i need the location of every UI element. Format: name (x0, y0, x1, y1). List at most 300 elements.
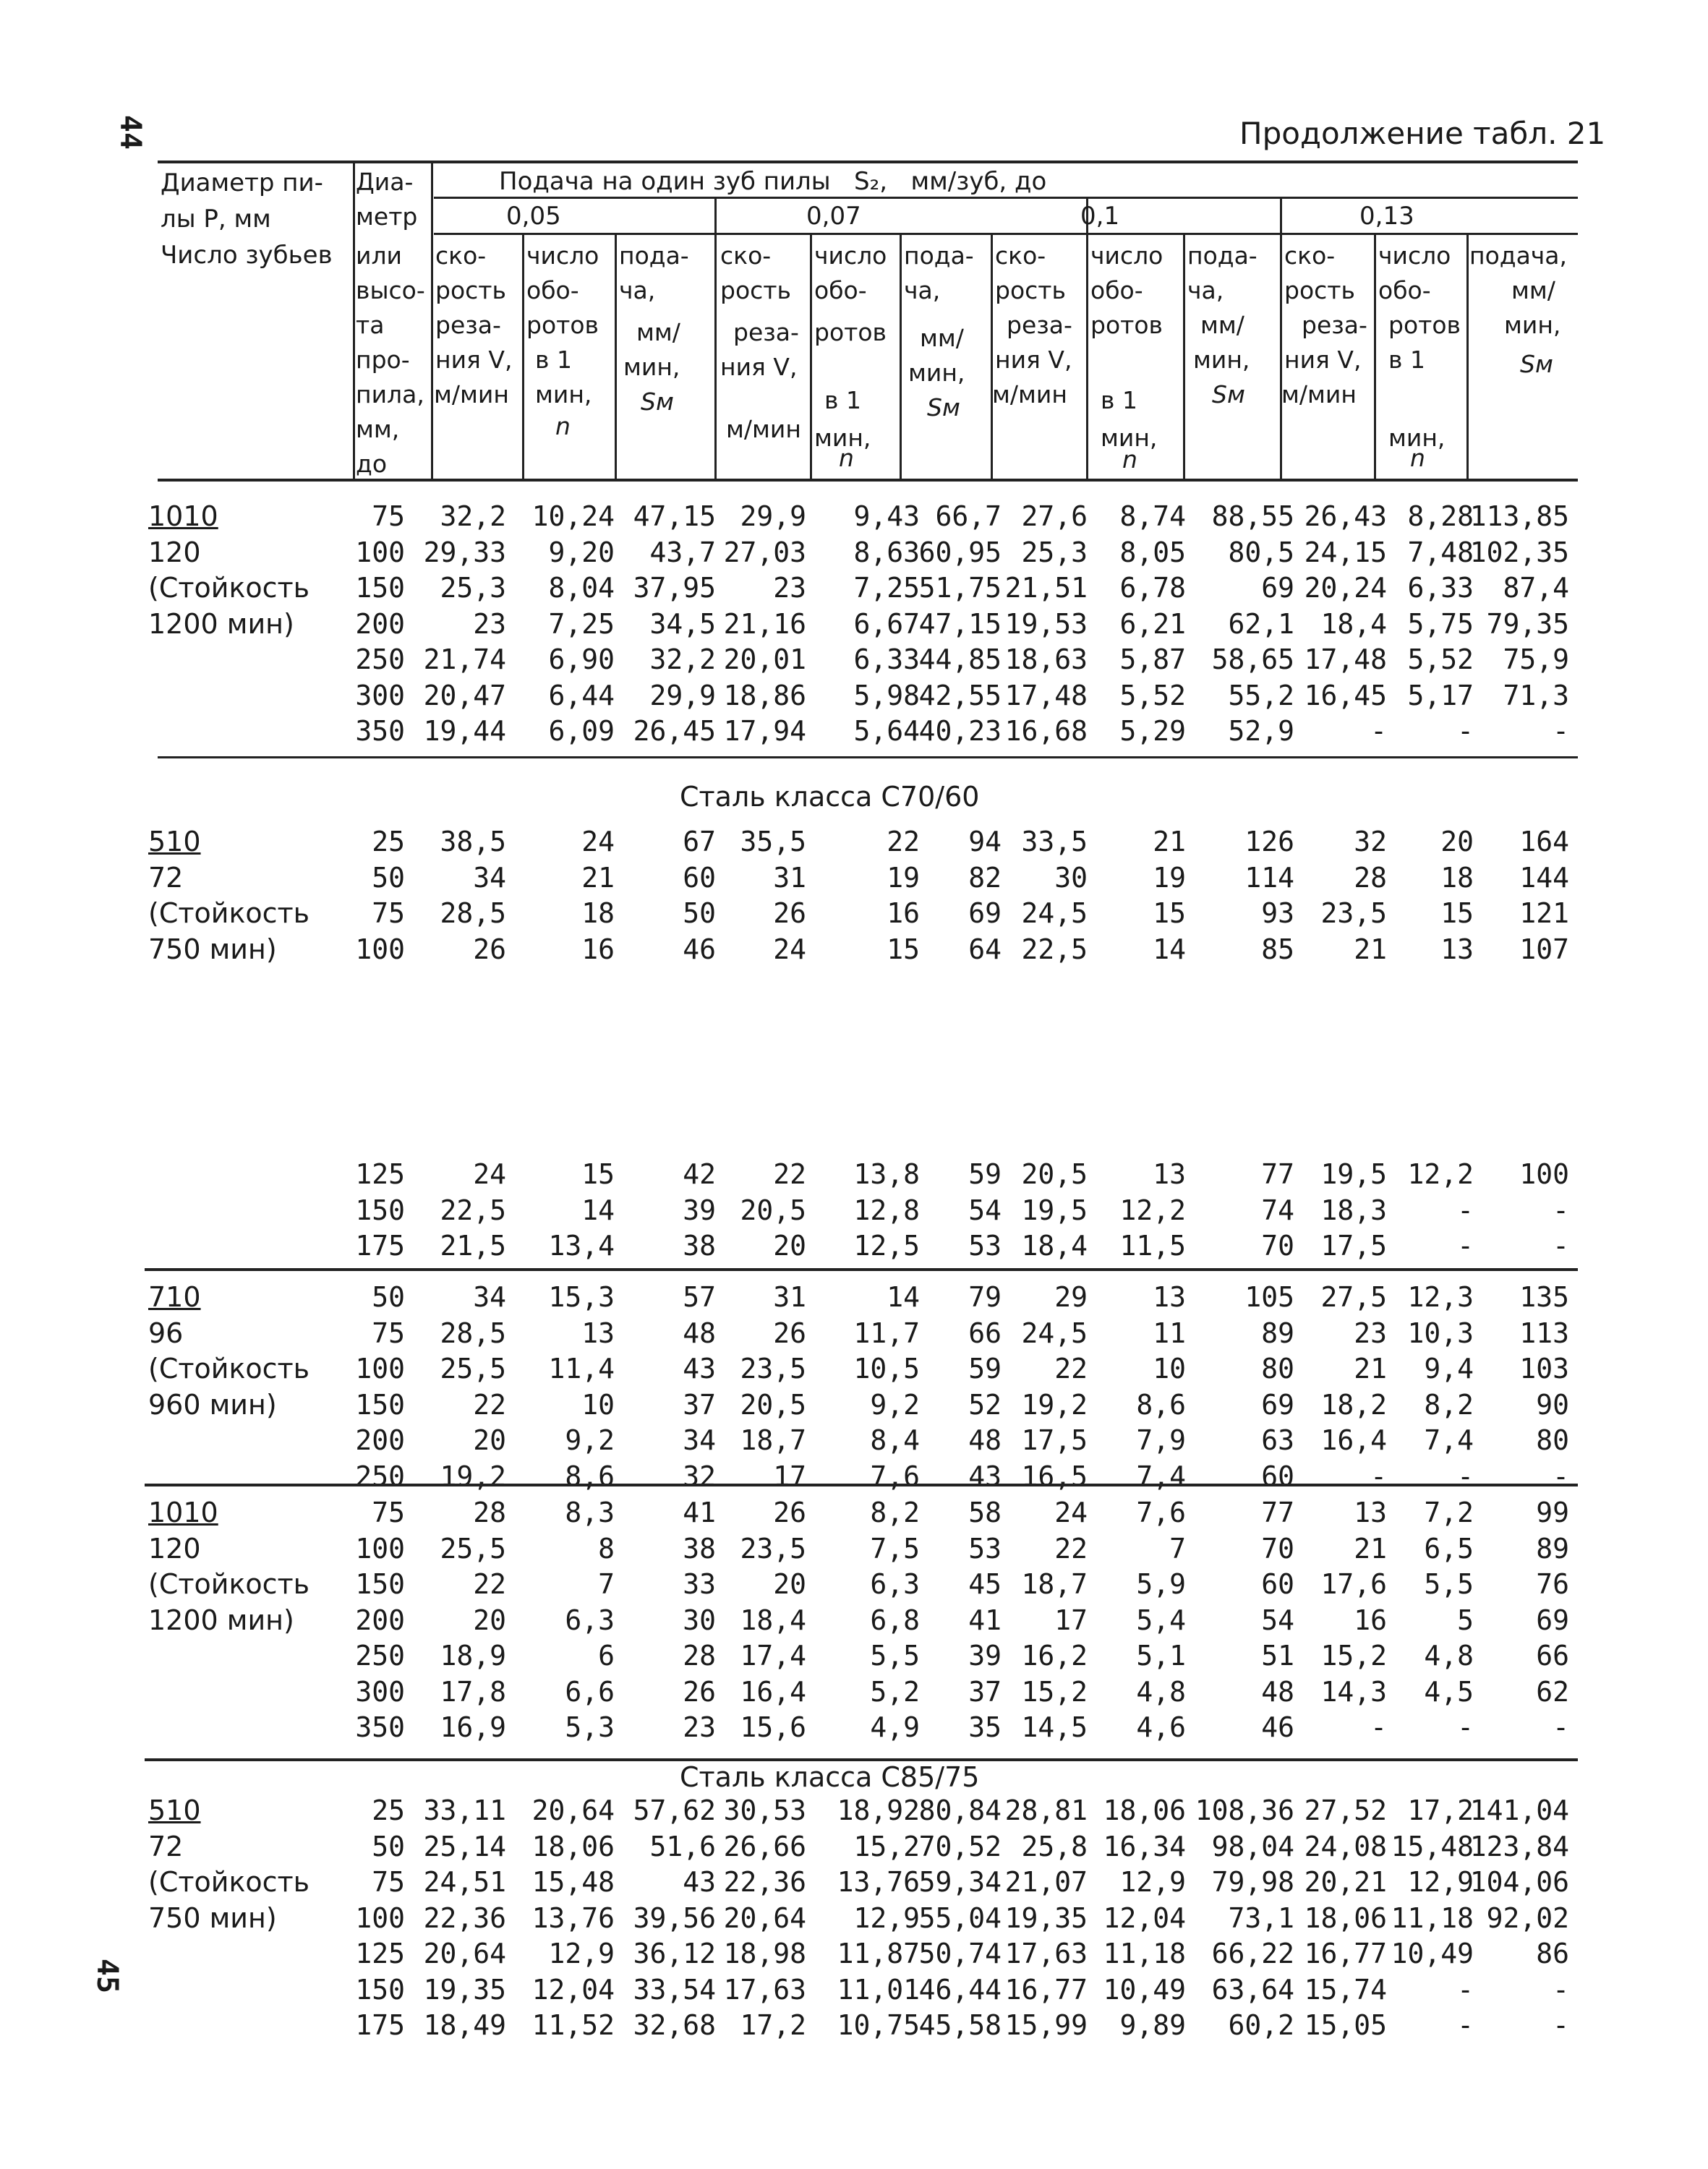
table-cell: 12,9 (1119, 1866, 1186, 1898)
table-cell: 8,3 (565, 1497, 615, 1528)
sub-rpm: число (814, 241, 887, 270)
table-cell: 12,3 (1407, 1281, 1474, 1313)
table-cell: 17,48 (1304, 643, 1387, 675)
sub-rpm: мин, (1101, 424, 1158, 452)
table-cell: 37,95 (633, 572, 716, 604)
table-cell: 126 (1244, 826, 1294, 857)
table-cell: 4,8 (1424, 1640, 1474, 1672)
table-cell: 20,5 (740, 1194, 806, 1226)
table-cell: 64 (968, 933, 1002, 965)
table-cell: 25,14 (423, 1830, 506, 1862)
sub-rpm: мин, (535, 380, 592, 408)
table-cell: - (1457, 1460, 1474, 1492)
sub-speed: рость (435, 276, 506, 304)
sub-last-feed: Sм (1520, 350, 1553, 378)
table-cell: 4,6 (1136, 1711, 1186, 1743)
table-cell: 12,5 (853, 1230, 920, 1262)
table-cell: 32 (683, 1460, 716, 1492)
header-feed-group: Подача на один зуб пилы S₂, мм/зуб, до (499, 167, 1047, 196)
table-cell: 23 (773, 572, 806, 604)
table-cell: 4,9 (870, 1711, 920, 1743)
header-height-8: мм, (356, 415, 400, 443)
group-label: 1200 мин) (148, 1604, 294, 1636)
table-cell: - (1457, 1194, 1474, 1226)
table-cell: 29,9 (740, 500, 806, 532)
table-cell: 47,15 (633, 500, 716, 532)
table-cell: 43 (683, 1353, 716, 1385)
table-cell: 50 (372, 1281, 405, 1313)
table-cell: 18 (1440, 861, 1474, 894)
table-cell: 125 (355, 1938, 405, 1969)
table-cell: 60 (1261, 1568, 1294, 1600)
table-cell: 16,5 (1021, 1460, 1088, 1492)
table-cell: 21 (1354, 1532, 1387, 1565)
table-cell: 12,8 (853, 1194, 920, 1226)
table-cell: 17,48 (1004, 679, 1088, 711)
table-cell: 98,04 (1211, 1830, 1294, 1862)
table-cell: 24 (1054, 1497, 1088, 1528)
table-cell: 85 (1261, 933, 1294, 965)
sub-rpm: мин, (814, 424, 871, 452)
header-height-4: высо- (356, 276, 425, 304)
table-cell: 23 (1354, 1317, 1387, 1349)
table-cell: 53 (968, 1532, 1002, 1565)
table-cell: - (1457, 1711, 1474, 1743)
table-cell: 17 (773, 1460, 806, 1492)
table-cell: 21 (1354, 1353, 1387, 1385)
table-cell: 20,5 (740, 1388, 806, 1421)
table-cell: 94 (968, 826, 1002, 857)
table-cell: 18,63 (1004, 643, 1088, 675)
table-cell: 31 (773, 861, 806, 894)
table-cell: 26 (773, 897, 806, 929)
table-cell: 10,49 (1103, 1973, 1186, 2006)
table-cell: 32,68 (633, 2009, 716, 2041)
sub-rpm: n (839, 444, 854, 472)
table-cell: 28,81 (1004, 1794, 1088, 1826)
table-cell: - (1370, 1460, 1387, 1492)
table-cell: 23 (683, 1711, 716, 1743)
table-cell: 22 (1054, 1353, 1088, 1385)
table-cell: 16,34 (1103, 1830, 1186, 1862)
table-cell: 18,7 (740, 1424, 806, 1456)
table-cell: 93 (1261, 897, 1294, 929)
table-cell: 76 (1536, 1568, 1569, 1600)
table-cell: 21,51 (1004, 572, 1088, 604)
table-cell: 18,2 (1320, 1388, 1387, 1421)
table-cell: 6,21 (1119, 607, 1186, 640)
sub-feed: ча, (904, 276, 941, 304)
table-cell: 88,55 (1211, 500, 1294, 532)
table-cell: 15,6 (740, 1711, 806, 1743)
table-cell: 6,33 (1407, 572, 1474, 604)
table-cell: 100 (355, 1353, 405, 1385)
table-cell: 7,25 (548, 607, 615, 640)
table-cell: 66 (968, 1317, 1002, 1349)
group-label: 1010 (148, 500, 218, 532)
table-cell: 20 (773, 1230, 806, 1262)
table-cell: 89 (1261, 1317, 1294, 1349)
table-cell: 19,2 (1021, 1388, 1088, 1421)
table-cell: 16,77 (1004, 1973, 1088, 2006)
table-cell: 16,4 (1320, 1424, 1387, 1456)
table-cell: 26,66 (723, 1830, 806, 1862)
table-cell: 19,2 (440, 1460, 506, 1492)
sub-feed: Sм (927, 393, 960, 422)
table-cell: 40,23 (918, 715, 1002, 747)
table-cell: 18,06 (1103, 1794, 1186, 1826)
table-cell: 18,3 (1320, 1194, 1387, 1226)
table-cell: 69 (1536, 1604, 1569, 1636)
sub-rpm: обо- (1090, 276, 1143, 304)
table-cell: 28 (473, 1497, 506, 1528)
sub-speed: ния V, (995, 346, 1072, 374)
group-label: 72 (148, 861, 184, 894)
table-cell: - (1553, 2009, 1569, 2041)
table-cell: 62,1 (1228, 607, 1294, 640)
table-cell: 79 (968, 1281, 1002, 1313)
table-cell: - (1457, 2009, 1474, 2041)
sub-rpm: обо- (526, 276, 579, 304)
table-cell: 16,68 (1004, 715, 1088, 747)
table-cell: 18,06 (1304, 1901, 1387, 1934)
table-cell: 19,53 (1004, 607, 1088, 640)
table-cell: 6,3 (565, 1604, 615, 1636)
table-cell: 8,74 (1119, 500, 1186, 532)
table-cell: 10,75 (837, 2009, 920, 2041)
table-cell: 14 (581, 1194, 615, 1226)
group-label: (Стойкость (148, 1353, 310, 1385)
table-cell: 25,5 (440, 1353, 506, 1385)
table-cell: 108,36 (1195, 1794, 1294, 1826)
table-cell: 16 (1354, 1604, 1387, 1636)
table-cell: 18,7 (1021, 1568, 1088, 1600)
table-cell: 9,4 (1424, 1353, 1474, 1385)
table-cell: 7,6 (1136, 1497, 1186, 1528)
table-cell: 15,2 (1320, 1640, 1387, 1672)
table-cell: 52,9 (1228, 715, 1294, 747)
sub-speed: м/мин (1281, 380, 1357, 408)
table-cell: 19 (887, 861, 920, 894)
sub-feed: Sм (641, 388, 674, 416)
table-cell: 5,1 (1136, 1640, 1186, 1672)
table-cell: 39 (968, 1640, 1002, 1672)
table-cell: 21,07 (1004, 1866, 1088, 1898)
table-cell: 42 (683, 1158, 716, 1190)
table-cell: 5,52 (1119, 679, 1186, 711)
table-cell: 103 (1519, 1353, 1569, 1385)
table-cell: - (1457, 1973, 1474, 2006)
table-cell: 75 (372, 500, 405, 532)
table-cell: 23,5 (1320, 897, 1387, 929)
table-cell: 11,52 (531, 2009, 615, 2041)
table-cell: 37 (968, 1675, 1002, 1708)
table-cell: 19,35 (1004, 1901, 1088, 1934)
header-feed-01: 0,1 (1080, 202, 1120, 231)
table-cell: 43 (683, 1866, 716, 1898)
table-cell: 22 (1054, 1532, 1088, 1565)
table-cell: 25,3 (1021, 536, 1088, 568)
table-cell: 102,35 (1469, 536, 1569, 568)
table-cell: 6,3 (870, 1568, 920, 1600)
table-cell: 75,9 (1503, 643, 1569, 675)
table-cell: 62 (1536, 1675, 1569, 1708)
table-cell: 200 (355, 607, 405, 640)
section-title: Сталь класса С70/60 (680, 781, 980, 813)
sub-feed: мм/ (636, 318, 680, 346)
table-cell: 141,04 (1469, 1794, 1569, 1826)
table-cell: 17,6 (1320, 1568, 1387, 1600)
table-cell: 16,4 (740, 1675, 806, 1708)
table-cell: 54 (968, 1194, 1002, 1226)
table-cell: 24 (773, 933, 806, 965)
table-cell: 33,11 (423, 1794, 506, 1826)
table-cell: 17 (1054, 1604, 1088, 1636)
table-cell: 18,4 (1320, 607, 1387, 640)
sub-feed: пода- (619, 241, 689, 270)
table-cell: 15,48 (1391, 1830, 1474, 1862)
group-label: 72 (148, 1830, 184, 1862)
table-cell: 16 (581, 933, 615, 965)
table-cell: 57 (683, 1281, 716, 1313)
table-cell: 9,89 (1119, 2009, 1186, 2041)
table-cell: 6,33 (853, 643, 920, 675)
table-cell: 6,90 (548, 643, 615, 675)
table-cell: 12,9 (853, 1901, 920, 1934)
table-cell: 16 (887, 897, 920, 929)
table-cell: 13 (1153, 1281, 1186, 1313)
table-cell: 15 (1153, 897, 1186, 929)
table-cell: 12,2 (1119, 1194, 1186, 1226)
sub-rpm: ротов (814, 318, 887, 346)
sub-rpm: мин, (1388, 424, 1446, 452)
table-cell: 69 (1261, 572, 1294, 604)
table-cell: 17,2 (740, 2009, 806, 2041)
table-cell: 20,01 (723, 643, 806, 675)
table-cell: 32,2 (440, 500, 506, 532)
table-cell: 28 (1354, 861, 1387, 894)
table-cell: 150 (355, 1568, 405, 1600)
table-cell: 9,2 (870, 1388, 920, 1421)
table-cell: 33,54 (633, 1973, 716, 2006)
table-cell: 22,5 (1021, 933, 1088, 965)
table-cell: 26 (773, 1497, 806, 1528)
table-cell: 71,3 (1503, 679, 1569, 711)
table-cell: 14 (887, 1281, 920, 1313)
table-cell: 23,5 (740, 1532, 806, 1565)
table-cell: 80 (1536, 1424, 1569, 1456)
table-cell: 74 (1261, 1194, 1294, 1226)
table-cell: 57,62 (633, 1794, 716, 1826)
table-cell: 51,75 (918, 572, 1002, 604)
table-cell: 24,15 (1304, 536, 1387, 568)
table-cell: 14,5 (1021, 1711, 1088, 1743)
group-label: 1200 мин) (148, 607, 294, 640)
table-cell: 150 (355, 1194, 405, 1226)
header-height-3: или (356, 241, 402, 270)
table-cell: 46,44 (918, 1973, 1002, 2006)
table-cell: 38 (683, 1230, 716, 1262)
table-cell: 250 (355, 1460, 405, 1492)
table-cell: 100 (355, 933, 405, 965)
table-cell: 7 (1169, 1532, 1186, 1565)
group-label: 750 мин) (148, 1901, 277, 1934)
table-cell: 13,76 (531, 1901, 615, 1934)
table-cell: 21 (1354, 933, 1387, 965)
table-cell: 20,24 (1304, 572, 1387, 604)
table-cell: 24 (581, 826, 615, 857)
group-label: (Стойкость (148, 897, 310, 929)
table-cell: 21,16 (723, 607, 806, 640)
sub-rpm: n (555, 412, 571, 440)
sub-speed: м/мин (992, 380, 1067, 408)
table-cell: 12,2 (1407, 1158, 1474, 1190)
table-cell: 60,2 (1228, 2009, 1294, 2041)
table-cell: 18,92 (837, 1794, 920, 1826)
group-label: 510 (148, 1794, 201, 1826)
table-cell: 66,22 (1211, 1938, 1294, 1969)
table-cell: 39,56 (633, 1901, 716, 1934)
table-cell: 6 (598, 1640, 615, 1672)
table-cell: 6,67 (853, 607, 920, 640)
sub-rpm: обо- (814, 276, 867, 304)
table-cell: 7,48 (1407, 536, 1474, 568)
table-cell: 100 (1519, 1158, 1569, 1190)
table-cell: 53 (968, 1230, 1002, 1262)
sub-rpm: в 1 (824, 386, 861, 414)
table-cell: 69 (1261, 1388, 1294, 1421)
table-cell: 86 (1536, 1938, 1569, 1969)
table-cell: 175 (355, 2009, 405, 2041)
table-cell: 13 (1153, 1158, 1186, 1190)
table-cell: 47,15 (918, 607, 1002, 640)
table-cell: 28,5 (440, 897, 506, 929)
table-cell: 11,87 (837, 1938, 920, 1969)
table-cell: 79,98 (1211, 1866, 1294, 1898)
table-cell: 8,2 (1424, 1388, 1474, 1421)
sub-rpm: ротов (526, 311, 599, 339)
table-cell: 7,2 (1424, 1497, 1474, 1528)
table-cell: 15,74 (1304, 1973, 1387, 2006)
table-cell: 48 (1261, 1675, 1294, 1708)
table-cell: 17,63 (1004, 1938, 1088, 1969)
table-cell: 30 (683, 1604, 716, 1636)
table-cell: 60,95 (918, 536, 1002, 568)
table-cell: 10,3 (1407, 1317, 1474, 1349)
sub-speed: рость (720, 276, 791, 304)
table-cell: 105 (1244, 1281, 1294, 1313)
table-cell: 25,8 (1021, 1830, 1088, 1862)
table-cell: 12,04 (531, 1973, 615, 2006)
table-cell: 21 (581, 861, 615, 894)
table-cell: 29,33 (423, 536, 506, 568)
table-cell: 26,45 (633, 715, 716, 747)
table-cell: 21,74 (423, 643, 506, 675)
table-cell: 17,8 (440, 1675, 506, 1708)
table-cell: 17,4 (740, 1640, 806, 1672)
table-cell: - (1553, 1230, 1569, 1262)
header-height-5: та (356, 311, 385, 339)
group-label: 96 (148, 1317, 184, 1349)
table-cell: 38 (683, 1532, 716, 1565)
group-label: (Стойкость (148, 1866, 310, 1898)
table-cell: 30,53 (723, 1794, 806, 1826)
table-cell: 59 (968, 1353, 1002, 1385)
table-cell: 19,44 (423, 715, 506, 747)
sub-feed: ча, (619, 276, 656, 304)
table-cell: 5 (1457, 1604, 1474, 1636)
table-cell: 35,5 (740, 826, 806, 857)
table-cell: 200 (355, 1424, 405, 1456)
table-cell: 7,6 (870, 1460, 920, 1492)
table-cell: 144 (1519, 861, 1569, 894)
table-cell: 5,87 (1119, 643, 1186, 675)
header-height-6: про- (356, 346, 410, 374)
table-cell: 39 (683, 1194, 716, 1226)
table-cell: 18,86 (723, 679, 806, 711)
table-cell: 73,1 (1228, 1901, 1294, 1934)
table-cell: - (1370, 1711, 1387, 1743)
table-cell: 15 (887, 933, 920, 965)
table-cell: 87,4 (1503, 572, 1569, 604)
table-cell: 10 (581, 1388, 615, 1421)
table-cell: 5,17 (1407, 679, 1474, 711)
table-cell: 59,34 (918, 1866, 1002, 1898)
table-cell: 104,06 (1469, 1866, 1569, 1898)
table-cell: 22 (887, 826, 920, 857)
table-cell: 10 (1153, 1353, 1186, 1385)
table-cell: 36,12 (633, 1938, 716, 1969)
sub-feed: Sм (1212, 380, 1245, 408)
sub-feed: мм/ (920, 324, 964, 352)
table-cell: 350 (355, 1711, 405, 1743)
table-cell: 20 (1440, 826, 1474, 857)
table-cell: 9,2 (565, 1424, 615, 1456)
header-feed-013: 0,13 (1359, 202, 1414, 231)
table-cell: 24,51 (423, 1866, 506, 1898)
table-cell: 7,4 (1136, 1460, 1186, 1492)
sub-rpm: число (1378, 241, 1451, 270)
table-cell: 107 (1519, 933, 1569, 965)
table-cell: 135 (1519, 1281, 1569, 1313)
table-cell: 300 (355, 1675, 405, 1708)
divider (145, 1758, 1578, 1761)
table-cell: 92,02 (1486, 1901, 1569, 1934)
table-cell: 80,84 (918, 1794, 1002, 1826)
table-cell: 67 (683, 826, 716, 857)
sub-feed: мм/ (1200, 311, 1244, 339)
sub-feed: мин, (1193, 346, 1250, 374)
sub-speed: ско- (720, 241, 772, 270)
table-cell: 12,04 (1103, 1901, 1186, 1934)
header-height-1: Диа- (356, 168, 414, 196)
table-cell: 26 (683, 1675, 716, 1708)
table-cell: 16,45 (1304, 679, 1387, 711)
table-cell: 77 (1261, 1497, 1294, 1528)
table-cell: 7,25 (853, 572, 920, 604)
sub-speed: м/мин (726, 415, 801, 443)
sub-rpm: n (1122, 445, 1137, 474)
table-cell: 70,52 (918, 1830, 1002, 1862)
table-cell: 100 (355, 1532, 405, 1565)
table-cell: 6,6 (565, 1675, 615, 1708)
table-cell: 50 (372, 1830, 405, 1862)
table-cell: 18,49 (423, 2009, 506, 2041)
table-cell: 8,63 (853, 536, 920, 568)
table-cell: 75 (372, 1317, 405, 1349)
table-cell: 33,5 (1021, 826, 1088, 857)
table-cell: 200 (355, 1604, 405, 1636)
